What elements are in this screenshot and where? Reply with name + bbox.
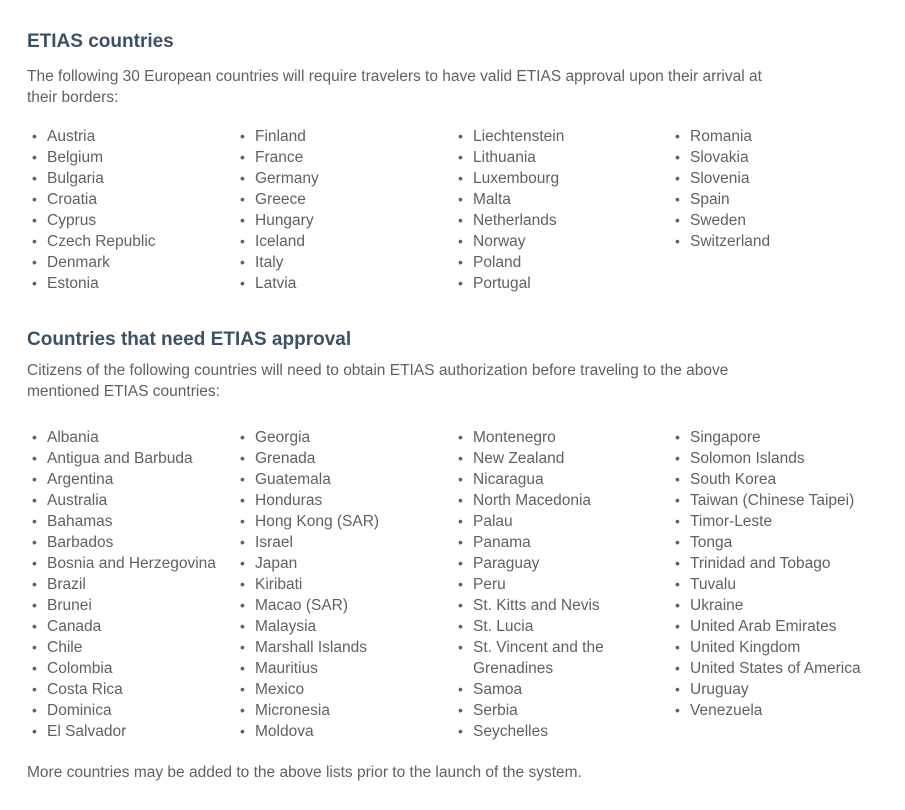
country-label: Timor-Leste (690, 513, 773, 530)
description-line: Citizens of the following countries will need to obtain ETIAS authorization before traveling to the above (27, 362, 729, 379)
country-item (32, 511, 240, 532)
country-label: Malaysia (255, 618, 317, 635)
bullet-icon: • (32, 660, 37, 676)
country-label: Barbados (47, 534, 114, 551)
bullet-icon: • (32, 639, 37, 655)
bullet-icon: • (32, 513, 37, 529)
country-item (32, 210, 240, 231)
country-item (240, 574, 458, 595)
country-item (240, 210, 458, 231)
country-label: Tuvalu (690, 576, 736, 593)
bullet-icon: • (32, 576, 37, 592)
bullet-icon: • (675, 191, 680, 207)
bullet-icon: • (32, 618, 37, 634)
country-item (240, 427, 458, 448)
country-item (32, 658, 240, 679)
bullet-icon: • (240, 233, 245, 249)
country-item (458, 273, 675, 294)
bullet-icon: • (458, 702, 463, 718)
country-item (675, 595, 880, 616)
country-label: Costa Rica (47, 681, 123, 698)
country-item (32, 189, 240, 210)
country-column-2 (240, 126, 458, 294)
country-label: Taiwan (Chinese Taipei) (690, 492, 855, 509)
country-label: France (255, 149, 304, 166)
country-label: Venezuela (690, 702, 763, 719)
country-item (675, 427, 880, 448)
country-label: Uruguay (690, 681, 749, 698)
country-label: Marshall Islands (255, 639, 367, 656)
bullet-icon: • (32, 555, 37, 571)
country-item (32, 574, 240, 595)
bullet-icon: • (458, 450, 463, 466)
country-label: Czech Republic (47, 233, 156, 250)
country-label: North Macedonia (473, 492, 592, 509)
country-label: Belgium (47, 149, 103, 166)
country-label: Sweden (690, 212, 747, 229)
country-label: Brunei (47, 597, 92, 614)
country-label: Nicaragua (473, 471, 544, 488)
footer-note: More countries may be added to the above lists prior to the launch of the system. (27, 764, 582, 781)
section-title: Countries that need ETIAS approval (27, 329, 352, 350)
country-label: Luxembourg (473, 170, 560, 187)
country-column-4 (675, 427, 880, 742)
country-label: Chile (47, 639, 83, 656)
country-item (32, 700, 240, 721)
country-label: Latvia (255, 275, 297, 292)
country-item (32, 469, 240, 490)
bullet-icon: • (32, 681, 37, 697)
country-item (675, 637, 880, 658)
country-label: Slovenia (690, 170, 750, 187)
country-label: United Kingdom (690, 639, 801, 656)
country-item (675, 511, 880, 532)
country-item (240, 168, 458, 189)
bullet-icon: • (240, 492, 245, 508)
country-item (675, 616, 880, 637)
bullet-icon: • (458, 254, 463, 270)
country-item (32, 231, 240, 252)
bullet-icon: • (458, 723, 463, 739)
country-label: Germany (255, 170, 319, 187)
country-label: Poland (473, 254, 522, 271)
bullet-icon: • (32, 212, 37, 228)
bullet-icon: • (32, 191, 37, 207)
bullet-icon: • (458, 233, 463, 249)
bullet-icon: • (240, 555, 245, 571)
country-label: Portugal (473, 275, 531, 292)
country-label: Finland (255, 128, 306, 145)
country-column-2 (240, 427, 458, 742)
country-item (240, 553, 458, 574)
bullet-icon: • (458, 128, 463, 144)
country-label: Liechtenstein (473, 128, 565, 145)
section-approval-countries (27, 328, 880, 742)
bullet-icon: • (458, 212, 463, 228)
country-item (32, 532, 240, 553)
country-label: Mexico (255, 681, 305, 698)
country-item (32, 637, 240, 658)
country-label: Argentina (47, 471, 114, 488)
description-line: mentioned ETIAS countries: (27, 383, 220, 400)
bullet-icon: • (675, 450, 680, 466)
country-item (32, 273, 240, 294)
country-label: Tonga (690, 534, 733, 551)
bullet-icon: • (458, 471, 463, 487)
country-item (32, 448, 240, 469)
bullet-icon: • (240, 513, 245, 529)
bullet-icon: • (32, 128, 37, 144)
bullet-icon: • (458, 149, 463, 165)
country-item (458, 553, 675, 574)
country-item (675, 448, 880, 469)
bullet-icon: • (458, 639, 463, 655)
bullet-icon: • (240, 597, 245, 613)
country-item (458, 210, 675, 231)
bullet-icon: • (458, 534, 463, 550)
country-item (32, 427, 240, 448)
bullet-icon: • (32, 471, 37, 487)
country-label: Croatia (47, 191, 97, 208)
country-label: Bosnia and Herzegovina (47, 555, 216, 572)
country-item (675, 210, 880, 231)
country-label: Kiribati (255, 576, 303, 593)
country-label: Ukraine (690, 597, 744, 614)
country-label: Israel (255, 534, 293, 551)
country-label: Norway (473, 233, 526, 250)
country-item (240, 637, 458, 658)
country-item (458, 595, 675, 616)
country-item (675, 490, 880, 511)
country-label: Bulgaria (47, 170, 104, 187)
country-label: Samoa (473, 681, 523, 698)
bullet-icon: • (675, 702, 680, 718)
bullet-icon: • (675, 618, 680, 634)
bullet-icon: • (240, 618, 245, 634)
country-label: Japan (255, 555, 298, 572)
country-label: Hungary (255, 212, 314, 229)
country-item (675, 574, 880, 595)
country-item (675, 126, 880, 147)
country-label: Austria (47, 128, 96, 145)
country-item (675, 658, 880, 679)
country-item (240, 595, 458, 616)
country-label: Denmark (47, 254, 110, 271)
country-label: Moldova (255, 723, 314, 740)
country-item (675, 700, 880, 721)
country-item (458, 532, 675, 553)
country-label: Seychelles (473, 723, 548, 740)
country-label: Panama (473, 534, 531, 551)
country-item (240, 721, 458, 742)
country-item (240, 231, 458, 252)
bullet-icon: • (675, 233, 680, 249)
country-item (32, 553, 240, 574)
country-label: Grenada (255, 450, 316, 467)
bullet-icon: • (240, 723, 245, 739)
country-label: Greece (255, 191, 306, 208)
country-column-1 (32, 427, 240, 742)
country-label: Peru (473, 576, 506, 593)
bullet-icon: • (675, 576, 680, 592)
country-label: Iceland (255, 233, 305, 250)
country-label: Malta (473, 191, 511, 208)
bullet-icon: • (458, 597, 463, 613)
country-item (240, 147, 458, 168)
country-label: St. Kitts and Nevis (473, 597, 600, 614)
country-item (240, 448, 458, 469)
country-label: Paraguay (473, 555, 540, 572)
bullet-icon: • (458, 555, 463, 571)
bullet-icon: • (32, 149, 37, 165)
country-label: Georgia (255, 429, 311, 446)
country-label: Estonia (47, 275, 99, 292)
country-item (458, 700, 675, 721)
country-item (32, 490, 240, 511)
bullet-icon: • (32, 492, 37, 508)
bullet-icon: • (675, 212, 680, 228)
country-label: Bahamas (47, 513, 113, 530)
country-item (458, 252, 675, 273)
country-label: Switzerland (690, 233, 771, 250)
bullet-icon: • (240, 471, 245, 487)
country-item (675, 168, 880, 189)
country-columns (32, 126, 880, 294)
bullet-icon: • (675, 471, 680, 487)
country-item (240, 189, 458, 210)
country-label: Romania (690, 128, 753, 145)
bullet-icon: • (240, 450, 245, 466)
country-item (240, 490, 458, 511)
country-label: South Korea (690, 471, 777, 488)
bullet-icon: • (32, 275, 37, 291)
bullet-icon: • (240, 212, 245, 228)
country-item (458, 616, 675, 637)
bullet-icon: • (240, 429, 245, 445)
bullet-icon: • (458, 429, 463, 445)
country-label: Montenegro (473, 429, 556, 446)
country-label: Lithuania (473, 149, 536, 166)
country-label: Canada (47, 618, 102, 635)
bullet-icon: • (675, 149, 680, 165)
country-label: Spain (690, 191, 730, 208)
country-label: Netherlands (473, 212, 557, 229)
country-item (458, 721, 675, 742)
bullet-icon: • (240, 681, 245, 697)
bullet-icon: • (458, 275, 463, 291)
bullet-icon: • (675, 170, 680, 186)
country-item (458, 679, 675, 700)
country-label: St. Lucia (473, 618, 534, 635)
country-label: Brazil (47, 576, 86, 593)
bullet-icon: • (675, 534, 680, 550)
country-label: El Salvador (47, 723, 127, 740)
country-item (458, 574, 675, 595)
country-item (240, 469, 458, 490)
description-line: The following 30 European countries will require travelers to have valid ETIAS approval upon their arrival at (27, 68, 762, 85)
country-item (240, 658, 458, 679)
section-description (27, 360, 880, 402)
country-label: Dominica (47, 702, 112, 719)
bullet-icon: • (458, 492, 463, 508)
country-label: Albania (47, 429, 99, 446)
bullet-icon: • (675, 492, 680, 508)
country-item (32, 679, 240, 700)
country-label: Colombia (47, 660, 113, 677)
country-column-3 (458, 427, 675, 742)
country-item (458, 637, 675, 679)
country-label: Cyprus (47, 212, 97, 229)
bullet-icon: • (240, 128, 245, 144)
bullet-icon: • (240, 534, 245, 550)
bullet-icon: • (240, 191, 245, 207)
country-item (458, 189, 675, 210)
country-item (675, 189, 880, 210)
country-item (675, 532, 880, 553)
bullet-icon: • (32, 534, 37, 550)
bullet-icon: • (675, 429, 680, 445)
bullet-icon: • (32, 233, 37, 249)
bullet-icon: • (675, 660, 680, 676)
bullet-icon: • (240, 639, 245, 655)
section-etias-countries (27, 30, 880, 294)
country-item (240, 273, 458, 294)
country-label: St. Vincent and the Grenadines (473, 639, 604, 677)
country-item (240, 679, 458, 700)
bullet-icon: • (32, 254, 37, 270)
bullet-icon: • (32, 450, 37, 466)
bullet-icon: • (675, 128, 680, 144)
country-item (458, 231, 675, 252)
country-label: Honduras (255, 492, 323, 509)
bullet-icon: • (675, 513, 680, 529)
country-label: New Zealand (473, 450, 565, 467)
country-label: Singapore (690, 429, 761, 446)
country-columns (32, 427, 880, 742)
bullet-icon: • (240, 149, 245, 165)
bullet-icon: • (240, 254, 245, 270)
country-item (675, 147, 880, 168)
country-label: Micronesia (255, 702, 330, 719)
country-item (458, 448, 675, 469)
country-item (458, 427, 675, 448)
country-label: Macao (SAR) (255, 597, 349, 614)
country-label: United Arab Emirates (690, 618, 837, 635)
bullet-icon: • (458, 576, 463, 592)
country-label: Serbia (473, 702, 518, 719)
country-item (240, 532, 458, 553)
country-item (240, 616, 458, 637)
country-label: Guatemala (255, 471, 331, 488)
bullet-icon: • (458, 681, 463, 697)
section-title: ETIAS countries (27, 31, 174, 52)
country-item (675, 469, 880, 490)
country-item (240, 700, 458, 721)
bullet-icon: • (675, 555, 680, 571)
country-item (240, 511, 458, 532)
country-item (458, 168, 675, 189)
country-item (32, 616, 240, 637)
country-label: Solomon Islands (690, 450, 805, 467)
bullet-icon: • (240, 275, 245, 291)
country-item (240, 252, 458, 273)
bullet-icon: • (675, 639, 680, 655)
country-item (458, 490, 675, 511)
bullet-icon: • (240, 702, 245, 718)
bullet-icon: • (458, 513, 463, 529)
bullet-icon: • (32, 723, 37, 739)
description-line: their borders: (27, 89, 119, 106)
country-column-4 (675, 126, 880, 294)
country-label: Italy (255, 254, 284, 271)
country-label: Trinidad and Tobago (690, 555, 831, 572)
bullet-icon: • (675, 597, 680, 613)
country-item (675, 231, 880, 252)
section-description (27, 66, 880, 108)
country-label: Mauritius (255, 660, 318, 677)
country-item (458, 126, 675, 147)
bullet-icon: • (458, 618, 463, 634)
country-item (32, 721, 240, 742)
country-item (32, 595, 240, 616)
country-item (32, 252, 240, 273)
country-label: Palau (473, 513, 513, 530)
country-column-1 (32, 126, 240, 294)
country-label: Antigua and Barbuda (47, 450, 193, 467)
country-label: Hong Kong (SAR) (255, 513, 380, 530)
country-label: Slovakia (690, 149, 749, 166)
country-item (240, 126, 458, 147)
bullet-icon: • (240, 576, 245, 592)
bullet-icon: • (458, 170, 463, 186)
country-item (675, 679, 880, 700)
country-label: Australia (47, 492, 108, 509)
bullet-icon: • (32, 702, 37, 718)
country-column-3 (458, 126, 675, 294)
country-label: United States of America (690, 660, 861, 677)
country-item (458, 147, 675, 168)
bullet-icon: • (240, 660, 245, 676)
bullet-icon: • (458, 191, 463, 207)
bullet-icon: • (32, 597, 37, 613)
bullet-icon: • (32, 429, 37, 445)
country-item (675, 553, 880, 574)
bullet-icon: • (32, 170, 37, 186)
country-item (458, 511, 675, 532)
country-item (32, 168, 240, 189)
country-item (458, 469, 675, 490)
bullet-icon: • (675, 681, 680, 697)
country-item (32, 126, 240, 147)
country-item (32, 147, 240, 168)
bullet-icon: • (240, 170, 245, 186)
